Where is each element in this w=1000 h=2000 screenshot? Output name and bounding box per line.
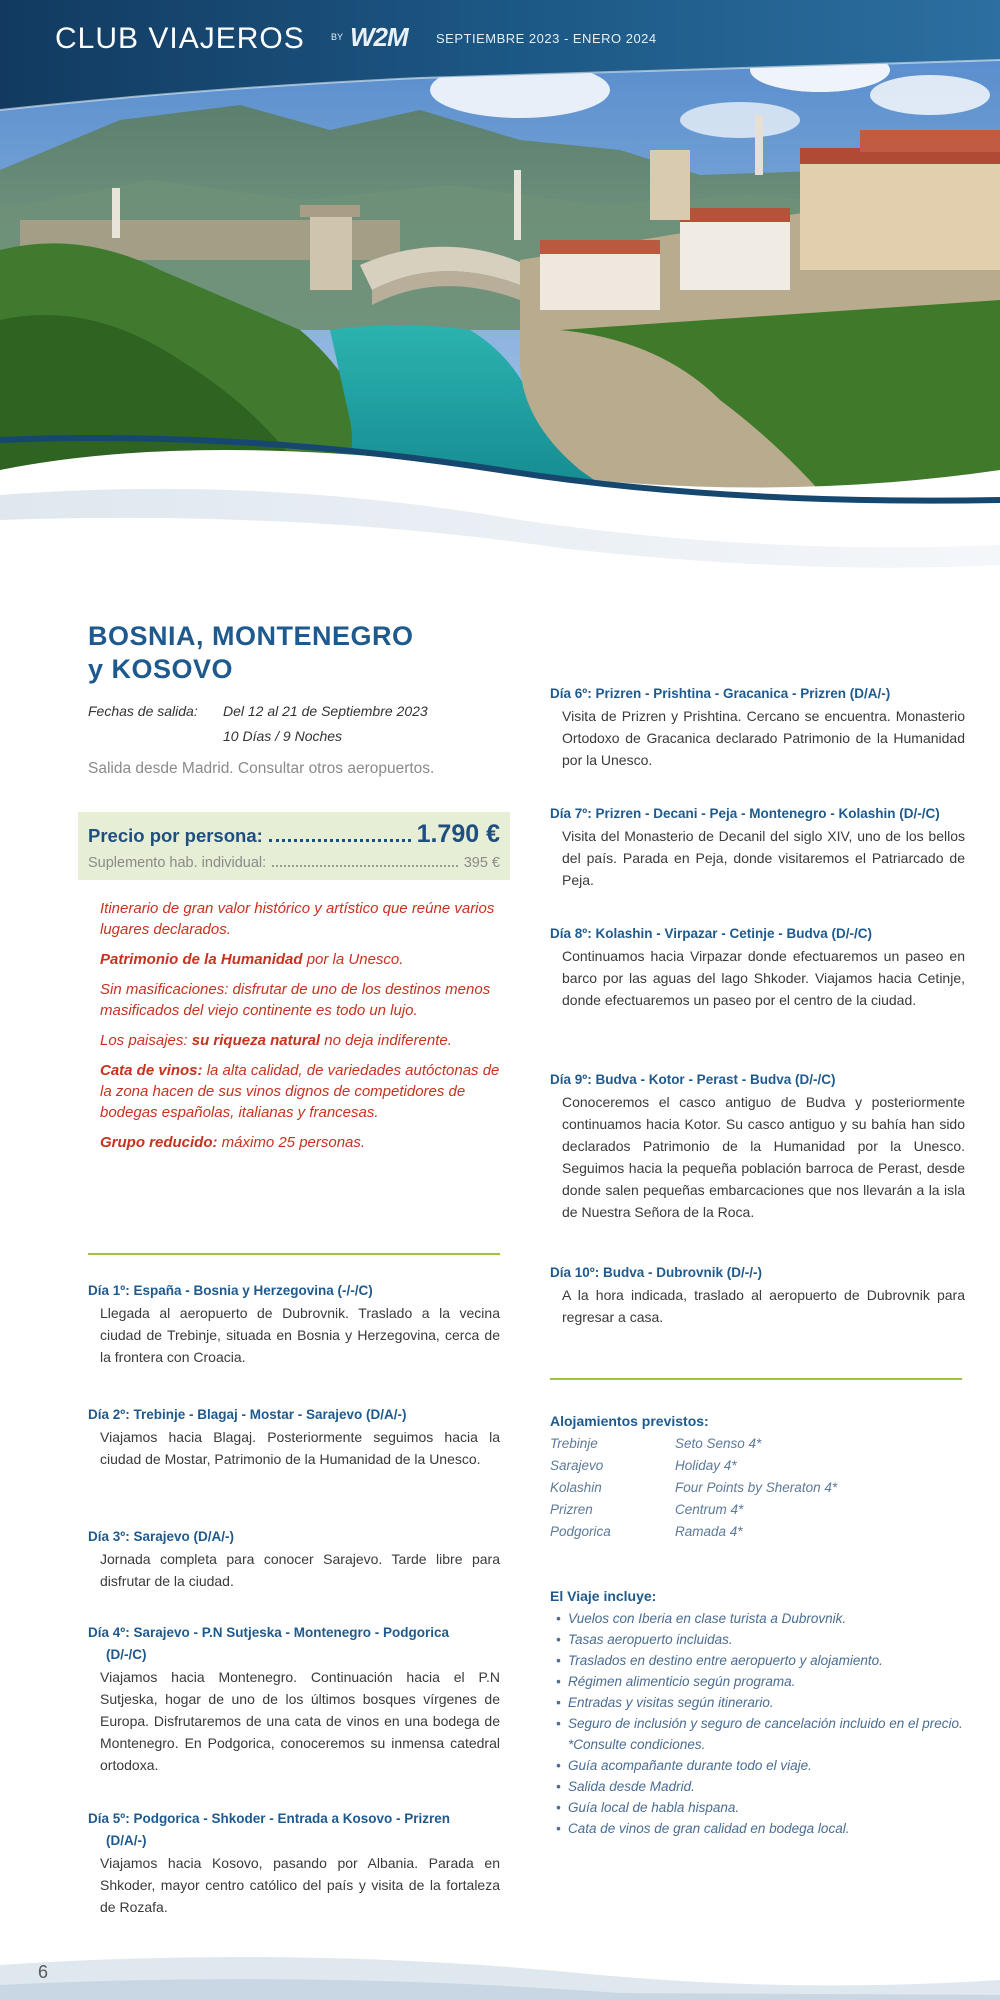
itinerary-day-5 bbox=[88, 1808, 500, 1918]
itinerary-day-10 bbox=[550, 1262, 965, 1328]
highlight-bold: su riqueza natural bbox=[191, 1032, 321, 1049]
accommodation-city: Trebinje bbox=[550, 1436, 598, 1451]
day-title: Día 8º: Kolashin - Virpazar - Cetinje - Budva (D/-/C) bbox=[550, 926, 872, 941]
day-title-text: Día 4º: Sarajevo - P.N Sutjeska - Montenegro - Podgorica bbox=[88, 1625, 450, 1640]
day-text: Viajamos hacia Kosovo, pasando por Albania. Parada en Shkoder, mayor centro católico del país y visita de la fortaleza de Rozafa. bbox=[100, 1855, 500, 1915]
hero-photo bbox=[0, 0, 1000, 580]
itinerary-day-4 bbox=[88, 1622, 500, 1776]
highlight-bold: Patrimonio de la Humanidad bbox=[100, 951, 303, 968]
highlights-list bbox=[100, 898, 500, 1162]
w2m-logo: W2M bbox=[350, 22, 408, 52]
highlight-bold: Grupo reducido: bbox=[100, 1134, 218, 1151]
day-title bbox=[88, 1622, 500, 1666]
divider-right bbox=[550, 1378, 962, 1380]
accommodation-city: Podgorica bbox=[550, 1524, 611, 1539]
day-text: Llegada al aeropuerto de Dubrovnik. Traslado a la vecina ciudad de Trebinje, situada en Bosnia y Herzegovina, cerca de la frontera con Croacia. bbox=[100, 1305, 500, 1365]
itinerary-day-6 bbox=[550, 683, 965, 771]
day-text: Continuamos hacia Virpazar donde efectuaremos un paseo en barco por las aguas del lago Shkoder. Viajamos hacia Cetinje, donde efectuaremos un paseo por el centro de la ciudad. bbox=[562, 948, 965, 1008]
accommodation-row bbox=[550, 1455, 980, 1477]
day-text: Jornada completa para conocer Sarajevo. Tarde libre para disfrutar de la ciudad. bbox=[100, 1551, 500, 1589]
includes-heading: El Viaje incluye: bbox=[550, 1588, 657, 1604]
price-per-person bbox=[88, 820, 500, 849]
accommodation-section bbox=[550, 1413, 980, 1543]
price-amount: 1.790 € bbox=[416, 820, 500, 848]
day-text: Visita de Prizren y Prishtina. Cercano se encuentra. Monasterio Ortodoxo de Gracanica declarado Patrimonio de la Humanidad por la Unesco. bbox=[562, 708, 965, 768]
trip-title bbox=[88, 620, 508, 686]
accommodation-hotel: Four Points by Sheraton 4* bbox=[675, 1480, 838, 1495]
itinerary-day-8 bbox=[550, 923, 965, 1011]
highlight-item: Itinerario de gran valor histórico y artístico que reúne varios lugares declarados. bbox=[100, 900, 495, 938]
accommodation-city: Sarajevo bbox=[550, 1458, 604, 1473]
includes-item: • Guía acompañante durante todo el viaje. bbox=[550, 1755, 980, 1776]
day-text: Viajamos hacia Blagaj. Posteriormente seguimos hacia la ciudad de Mostar, Patrimonio de la Humanidad de la Unesco. bbox=[100, 1429, 500, 1467]
accommodation-hotel: Centrum 4* bbox=[675, 1502, 744, 1517]
highlight-text: por la Unesco. bbox=[302, 951, 404, 968]
highlight-item bbox=[100, 1060, 500, 1123]
includes-item: • Vuelos con Iberia en clase turista a Dubrovnik. bbox=[550, 1608, 980, 1629]
includes-item: • Seguro de inclusión y seguro de cancelación incluido en el precio. *Consulte condiciones. bbox=[550, 1713, 980, 1755]
dates-value: Del 12 al 21 de Septiembre 2023 bbox=[223, 703, 428, 719]
supplement-label: Suplemento hab. individual: bbox=[88, 855, 267, 871]
accommodation-heading: Alojamientos previstos: bbox=[550, 1413, 709, 1429]
day-title: Día 10º: Budva - Dubrovnik (D/-/-) bbox=[550, 1265, 762, 1280]
single-supplement bbox=[88, 855, 500, 871]
brand-title: CLUB VIAJEROS bbox=[55, 22, 305, 55]
includes-item: • Régimen alimenticio según programa. bbox=[550, 1671, 980, 1692]
accommodation-hotel: Seto Senso 4* bbox=[675, 1436, 762, 1451]
highlight-text: Los paisajes: bbox=[100, 1032, 192, 1049]
day-title: Día 1º: España - Bosnia y Herzegovina (-/-/C) bbox=[88, 1283, 373, 1298]
highlight-item bbox=[100, 1030, 500, 1051]
day-text: Conoceremos el casco antiguo de Budva y posteriormente continuamos hacia Kotor. Su casco antiguo y su bahía han sido declarados Patrimonio de la Humanidad por la Unesco. Seguimos hacia la pequeña población barroca de Perast, desde donde salen pequeñas embarcaciones que nos llevarán a la isla de Nuestra Señora de la Roca. bbox=[562, 1094, 965, 1220]
itinerary-day-3 bbox=[88, 1526, 500, 1592]
supplement-amount: 395 € bbox=[463, 855, 500, 871]
itinerary-day-9 bbox=[550, 1069, 965, 1223]
highlight-item: Sin masificaciones: disfrutar de uno de los destinos menos masificados del viejo continente es todo un lujo. bbox=[100, 981, 491, 1019]
includes-item: • Entradas y visitas según itinerario. bbox=[550, 1692, 980, 1713]
price-label: Precio por persona: bbox=[88, 825, 263, 846]
divider-left bbox=[88, 1253, 500, 1255]
supplement-dots bbox=[272, 865, 458, 867]
accommodation-city: Kolashin bbox=[550, 1480, 602, 1495]
includes-item: • Traslados en destino entre aeropuerto y alojamiento. bbox=[550, 1650, 980, 1671]
includes-section bbox=[550, 1588, 980, 1839]
highlight-text: no deja indiferente. bbox=[320, 1032, 452, 1049]
accommodation-row bbox=[550, 1499, 980, 1521]
includes-item: • Guía local de habla hispana. bbox=[550, 1797, 980, 1818]
itinerary-day-1 bbox=[88, 1280, 500, 1368]
highlight-text: la alta calidad, de variedades autóctonas de la zona hacen de sus vinos dignos de competidores de bodegas españolas, italianas y francesas. bbox=[100, 1062, 500, 1121]
accommodation-row bbox=[550, 1477, 980, 1499]
day-title: Día 7º: Prizren - Decani - Peja - Montenegro - Kolashin (D/-/C) bbox=[550, 806, 940, 821]
highlight-item bbox=[100, 1132, 500, 1153]
trip-title-line2: y KOSOVO bbox=[88, 654, 234, 684]
itinerary-day-7 bbox=[550, 803, 965, 891]
day-title bbox=[88, 1808, 500, 1852]
highlight-bold: Cata de vinos: bbox=[100, 1062, 203, 1079]
itinerary-day-2 bbox=[88, 1404, 500, 1470]
day-title: Día 3º: Sarajevo (D/A/-) bbox=[88, 1529, 234, 1544]
day-title: Día 2º: Trebinje - Blagaj - Mostar - Sarajevo (D/A/-) bbox=[88, 1407, 407, 1422]
day-text: Viajamos hacia Montenegro. Continuación hacia el P.N Sutjeska, hogar de uno de los últimos bosques vírgenes de Europa. Disfrutaremos de una cata de vinos en una bodega de Montenegro. En Podgorica, conoceremos su inmensa catedral ortodoxa. bbox=[100, 1669, 500, 1773]
departure-note: Salida desde Madrid. Consultar otros aeropuertos. bbox=[88, 760, 435, 777]
day-title-meals: (D/-/C) bbox=[106, 1647, 147, 1662]
accommodation-row bbox=[550, 1433, 980, 1455]
page-number: 6 bbox=[38, 1962, 49, 1982]
accommodation-hotel: Ramada 4* bbox=[675, 1524, 743, 1539]
departure-dates bbox=[88, 703, 428, 719]
day-title: Día 6º: Prizren - Prishtina - Gracanica - Prizren (D/A/-) bbox=[550, 686, 891, 701]
accommodation-city: Prizren bbox=[550, 1502, 593, 1517]
includes-item: • Salida desde Madrid. bbox=[550, 1776, 980, 1797]
includes-list bbox=[550, 1608, 980, 1839]
catalog-dates: SEPTIEMBRE 2023 - ENERO 2024 bbox=[436, 31, 657, 46]
footer-wave bbox=[0, 1935, 1000, 2000]
highlight-item bbox=[100, 949, 500, 970]
includes-item: • Tasas aeropuerto incluidas. bbox=[550, 1629, 980, 1650]
accommodation-hotel: Holiday 4* bbox=[675, 1458, 737, 1473]
header-bar bbox=[0, 0, 1000, 82]
day-text: Visita del Monasterio de Decanil del siglo XIV, uno de los bellos del país. Parada en Peja, donde visitaremos el Patriarcado de Peja. bbox=[562, 828, 965, 888]
trip-title-line1: BOSNIA, MONTENEGRO bbox=[88, 621, 414, 651]
day-title-meals: (D/A/-) bbox=[106, 1833, 147, 1848]
brand-by: BY bbox=[331, 32, 344, 42]
price-box bbox=[78, 812, 510, 880]
trip-duration: 10 Días / 9 Noches bbox=[223, 728, 343, 744]
highlight-text: máximo 25 personas. bbox=[217, 1134, 366, 1151]
day-title-text: Día 5º: Podgorica - Shkoder - Entrada a Kosovo - Prizren bbox=[88, 1811, 451, 1826]
includes-item: • Cata de vinos de gran calidad en bodega local. bbox=[550, 1818, 980, 1839]
day-title: Día 9º: Budva - Kotor - Perast - Budva (D/-/C) bbox=[550, 1072, 836, 1087]
day-text: A la hora indicada, traslado al aeropuerto de Dubrovnik para regresar a casa. bbox=[562, 1287, 965, 1325]
accommodation-row bbox=[550, 1521, 980, 1543]
dates-label: Fechas de salida: bbox=[88, 703, 198, 719]
price-dots bbox=[269, 839, 411, 842]
